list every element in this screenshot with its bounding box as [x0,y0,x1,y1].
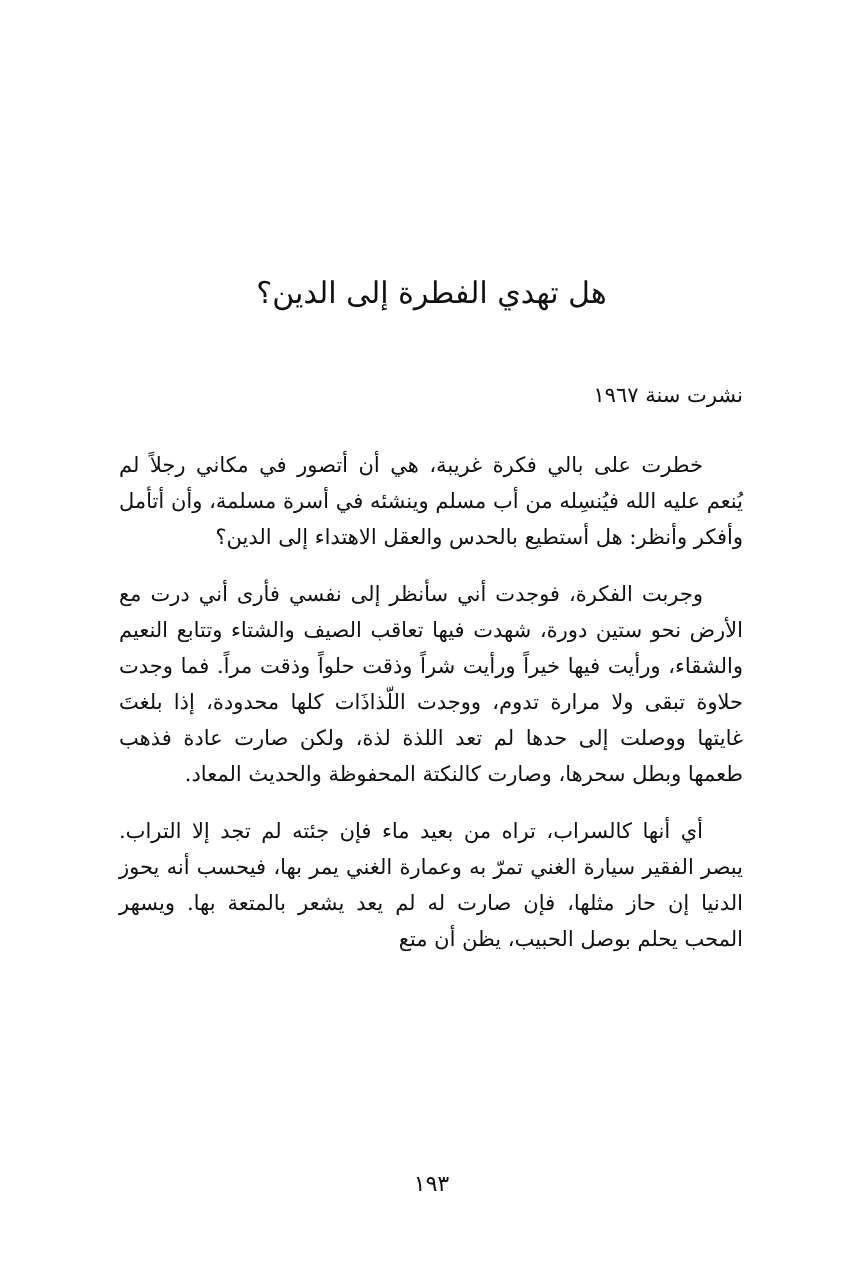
paragraph: وجربت الفكرة، فوجدت أني سأنظر إلى نفسي فأرى أني درت مع الأرض نحو ستين دورة، شهدت فيها تعاقب الصيف والشتاء وتتابع النعيم والشقاء، ورأيت فيها خيراً ورأيت شراً وذقت حلواً وذقت مراً. فما وجدت حلاوة تبقى ولا مرارة تدوم، ووجدت اللّذاذَات كلها محدودة، إذا بلغتَ غايتها ووصلت إلى حدها لم تعد اللذة لذة، ولكن صارت عادة فذهب طعمها وبطل سحرها، وصارت كالنكتة المحفوظة والحديث المعاد. [119,582,743,786]
publication-date: نشرت سنة ١٩٦٧ [593,383,743,407]
chapter-body [119,447,743,978]
paragraph: أي أنها كالسراب، تراه من بعيد ماء فإن جئته لم تجد إلا التراب. يبصر الفقير سيارة الغني تمرّ به وعمارة الغني يمر بها، فيحسب أنه يحوز الدنيا إن حاز مثلها، فإن صارت له لم يعد يشعر بالمتعة بها. ويسهر المحب يحلم بوصل الحبيب، يظن أن متع [119,819,743,951]
page-number: ١٩٣ [413,1172,450,1197]
paragraph: خطرت على بالي فكرة غريبة، هي أن أتصور في مكاني رجلاً لم يُنعم عليه الله فيُنسِله من أب مسلم وينشئه في أسرة مسلمة، وأن أتأمل وأفكر وأنظر: هل أستطيع بالحدس والعقل الاهتداء إلى الدين؟ [119,453,743,549]
chapter-title: هل تهدي الفطرة إلى الدين؟ [256,276,607,311]
